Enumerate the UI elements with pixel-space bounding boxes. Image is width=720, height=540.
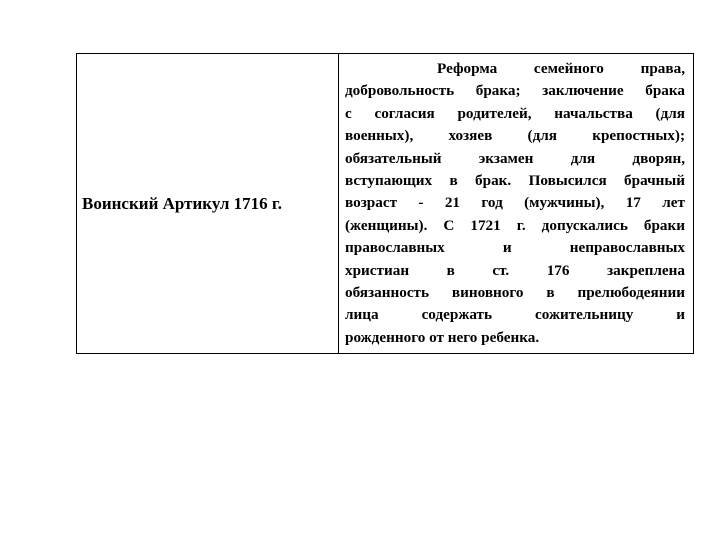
description-line: обязательный экзамен для дворян, xyxy=(345,149,685,167)
description-line: лица содержать сожительницу и xyxy=(345,306,685,324)
description-line: православных и неправославных xyxy=(345,239,685,257)
description-line: вступающих в брак. Повысился брачный xyxy=(345,172,685,190)
description-line: военных), хозяев (для крепостных); xyxy=(345,127,685,145)
description-line: с согласия родителей, начальства (для xyxy=(345,104,685,122)
description-line: обязанность виновного в прелюбодеянии xyxy=(345,284,685,302)
table-cell-title xyxy=(77,54,339,353)
document-title: Воинский Артикул 1716 г. xyxy=(82,193,282,213)
content-table xyxy=(76,53,694,354)
description-line: добровольность брака; заключение брака xyxy=(345,82,685,100)
description-line: Реформа семейного права, xyxy=(437,60,685,77)
description-line: христиан в ст. 176 закреплена xyxy=(345,261,685,279)
description-line: рожденного от него ребенка. xyxy=(345,328,540,346)
description-line: возраст - 21 год (мужчины), 17 лет xyxy=(345,194,685,212)
table-cell-description xyxy=(339,54,693,353)
description-line: (женщины). С 1721 г. допускались браки xyxy=(345,216,685,234)
